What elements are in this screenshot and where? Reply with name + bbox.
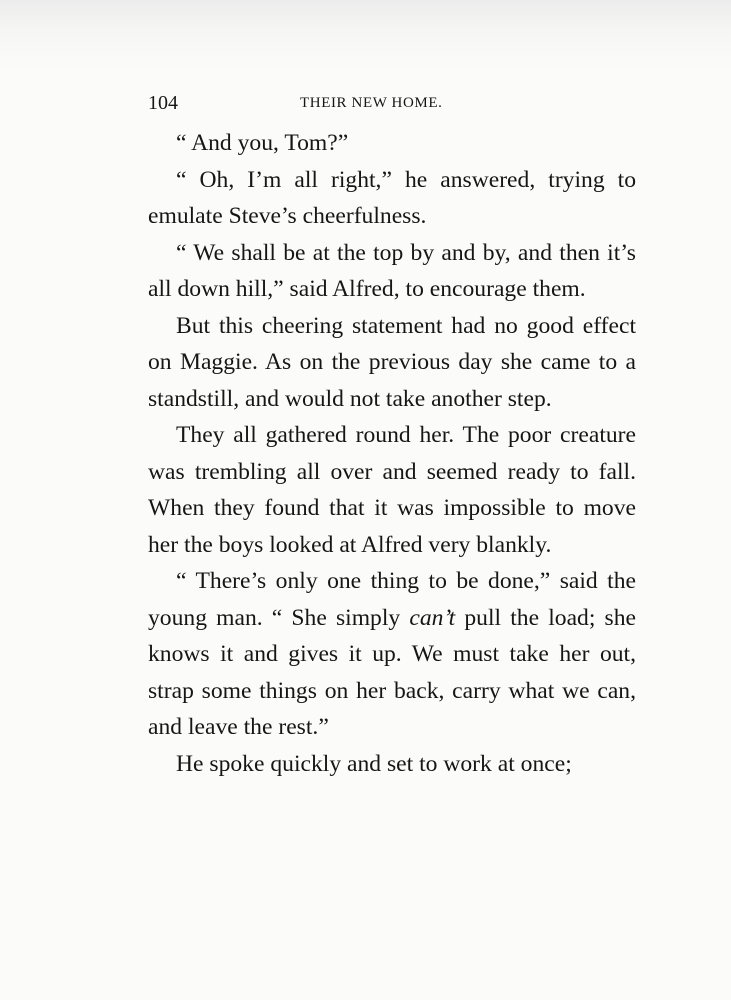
- page-number: 104: [148, 92, 178, 114]
- paragraph: But this cheering statement had no good effect on Maggie. As on the previous day she came to a standstill, and would not take another step.: [148, 312, 636, 412]
- page-top-shading: [0, 0, 731, 70]
- body-text: [148, 125, 636, 782]
- page-header: [148, 92, 636, 116]
- emphasized-word: can’t: [409, 604, 456, 631]
- paragraph: “ We shall be at the top by and by, and then it’s all down hill,” said Alfred, to encourage them.: [148, 239, 636, 302]
- running-title: THEIR NEW HOME.: [300, 95, 443, 111]
- paragraph-text: “ There’s only one thing to be done,” said the young man. “ She simply: [148, 568, 636, 631]
- paragraph-text: pull the load; she knows it and gives it up. We must take her out, strap some things on her back, carry what we can, and leave the rest.”: [148, 604, 636, 740]
- paragraph: “ And you, Tom?”: [176, 130, 349, 156]
- paragraph: [148, 563, 636, 746]
- paragraph: “ Oh, I’m all right,” he answered, trying to emulate Steve’s cheerfulness.: [148, 166, 636, 229]
- paragraph: They all gathered round her. The poor creature was trembling all over and seemed ready to fall. When they found that it was impossible to move her the boys looked at Alfred very blankly.: [148, 422, 636, 558]
- paragraph: He spoke quickly and set to work at once;: [176, 750, 572, 777]
